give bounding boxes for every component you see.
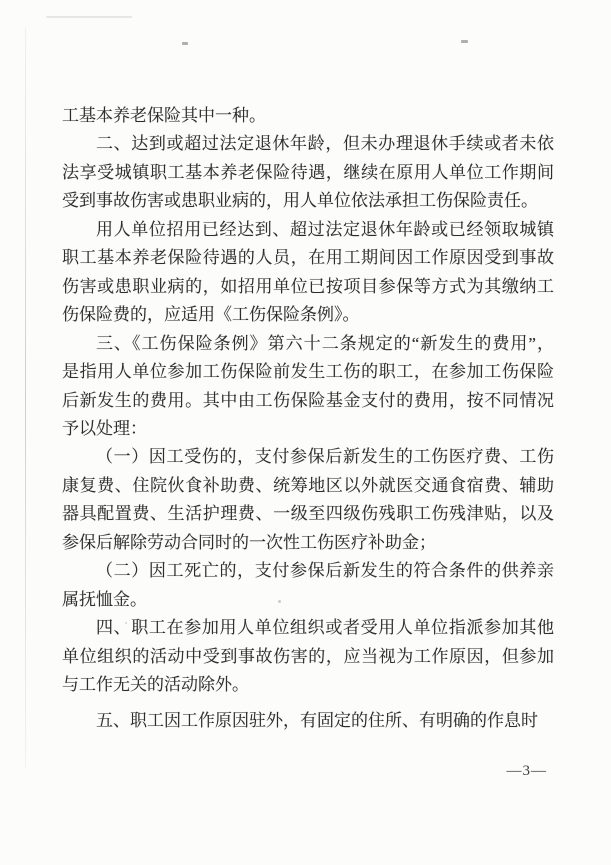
page-number: —3— [506,763,547,779]
paragraph-item-3 [62,330,554,444]
scan-fold-line [25,28,26,768]
text-line: 工基本养老保险其中一种。 [62,106,266,125]
text-line: 用人单位招用已经达到、超过法定退休年龄或已经领取城镇 [96,219,554,239]
paragraph-item-5 [62,707,554,735]
paragraph-subitem-2 [62,557,554,614]
text-line: 参保后解除劳动合同时的一次性工伤医疗补助金； [62,532,436,552]
paragraph-subitem-1 [62,443,554,557]
text-line: 二、达到或超过法定退休年龄，但未办理退休手续或者未依 [96,134,554,154]
text-line: 单位组织的活动中受到事故伤害的，应当视为工作原因，但参加 [62,646,554,666]
text-line: 属抚恤金。 [62,589,147,609]
text-line: （一）因工受伤的，支付参保后新发生的工伤医疗费、工伤 [96,447,554,467]
text-line: 伤害或患职业病的，如招用单位已按项目参保等方式为其缴纳工 [62,276,554,296]
scan-streak-artifact [46,16,132,18]
text-line: 法享受城镇职工基本养老保险待遇，继续在原用人单位工作期间 [62,162,554,182]
text-line: 三、《工伤保险条例》第六十二条规定的“新发生的费用”， [96,333,554,353]
scan-speck [182,42,188,45]
text-line: 是指用人单位参加工伤保险前发生工伤的职工，在参加工伤保险 [62,362,554,382]
text-line: 伤保险费的，应适用《工伤保险条例》。 [62,305,360,325]
text-line: 与工作无关的活动除外。 [62,675,249,695]
text-line: 康复费、住院伙食补助费、统筹地区以外就医交通食宿费、辅助 [62,475,554,495]
paragraph-item-4 [62,614,554,699]
text-line: 四、职工在参加用人单位组织或者受用人单位指派参加其他 [96,618,554,638]
text-line: 后新发生的费用。其中由工伤保险基金支付的费用，按不同情况 [62,390,554,410]
text-line: 器具配置费、生活护理费、一级至四级伤残职工伤残津贴，以及 [62,504,554,524]
paragraph-continuation [62,102,554,130]
paragraph-item-2 [62,130,554,215]
text-line: 五、职工因工作原因驻外，有固定的住所、有明确的作息时 [96,710,538,730]
text-line: （二）因工死亡的，支付参保后新发生的符合条件的供养亲 [96,561,554,581]
text-line: 受到事故伤害或患职业病的，用人单位依法承担工伤保险责任。 [62,191,538,211]
paragraph-item-2b [62,216,554,330]
scan-speck [461,40,468,43]
text-line: 职工基本养老保险待遇的人员，在用工期间因工作原因受到事故 [62,248,554,268]
document-body [62,102,554,735]
text-line: 予以处理： [62,418,147,438]
